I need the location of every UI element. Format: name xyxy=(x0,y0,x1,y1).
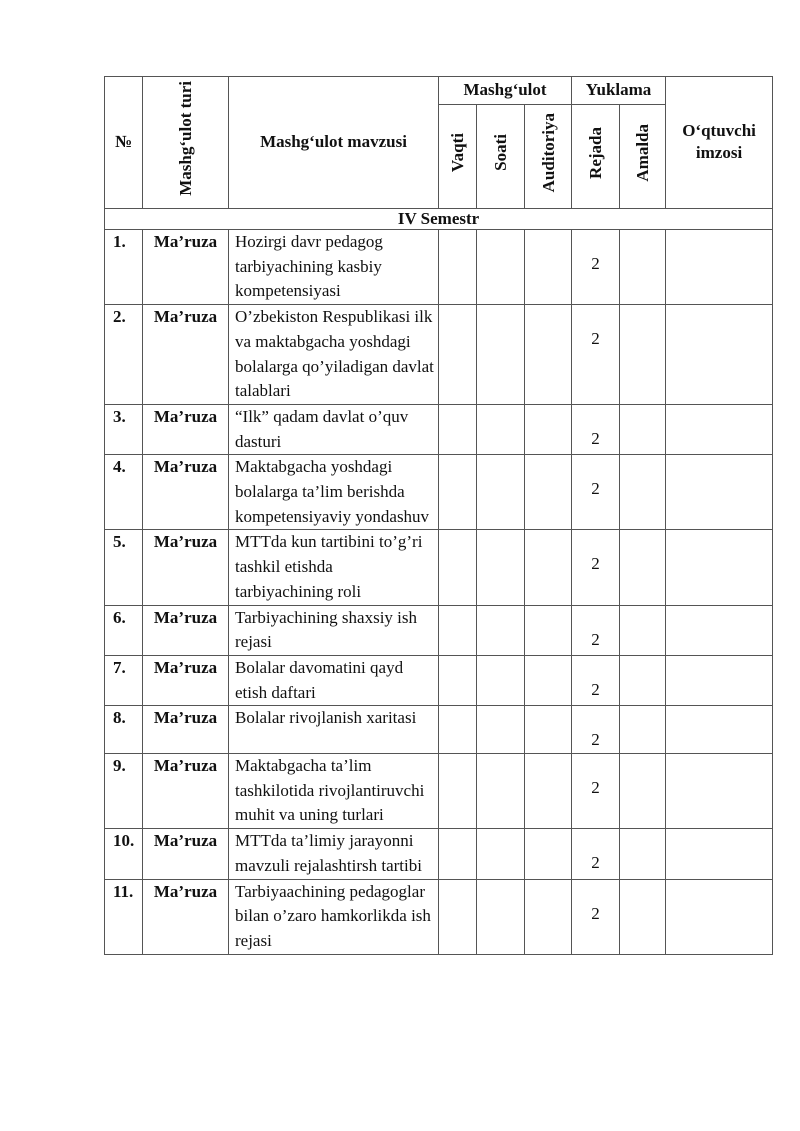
row-number: 1. xyxy=(105,230,143,305)
row-time xyxy=(439,305,477,405)
row-type: Ma’ruza xyxy=(143,404,229,454)
col-actual-header: Amalda xyxy=(620,105,666,209)
row-topic: Maktabgacha ta’lim tashkilotida rivojlantiruvchi muhit va uning turlari xyxy=(229,754,439,829)
row-planned xyxy=(572,605,620,655)
row-actual xyxy=(620,230,666,305)
row-planned xyxy=(572,879,620,954)
row-number: 3. xyxy=(105,404,143,454)
row-planned-value: 2 xyxy=(591,679,600,699)
row-hours xyxy=(477,404,525,454)
row-room xyxy=(525,754,572,829)
row-signature xyxy=(666,230,773,305)
col-type-header: Mashg‘ulot turi xyxy=(143,77,229,209)
table-row xyxy=(105,230,773,305)
load-group-header: Yuklama xyxy=(572,77,666,105)
row-actual xyxy=(620,754,666,829)
row-planned-value: 2 xyxy=(591,778,600,798)
row-time xyxy=(439,879,477,954)
row-room xyxy=(525,230,572,305)
table-row xyxy=(105,605,773,655)
table-row xyxy=(105,305,773,405)
row-hours xyxy=(477,305,525,405)
table-row xyxy=(105,706,773,754)
row-hours xyxy=(477,655,525,705)
row-planned xyxy=(572,530,620,605)
row-type: Ma’ruza xyxy=(143,706,229,754)
row-signature xyxy=(666,404,773,454)
table-row xyxy=(105,404,773,454)
row-time xyxy=(439,455,477,530)
row-signature xyxy=(666,455,773,530)
row-room xyxy=(525,879,572,954)
row-signature xyxy=(666,879,773,954)
col-planned-header: Rejada xyxy=(572,105,620,209)
row-time xyxy=(439,605,477,655)
row-planned xyxy=(572,404,620,454)
row-topic: Maktabgacha yoshdagi bolalarga ta’lim berishda kompetensiyaviy yondashuv xyxy=(229,455,439,530)
row-type: Ma’ruza xyxy=(143,530,229,605)
session-group-header: Mashg‘ulot xyxy=(439,77,572,105)
row-room xyxy=(525,530,572,605)
row-hours xyxy=(477,605,525,655)
row-actual xyxy=(620,530,666,605)
row-topic: MTTda ta’limiy jarayonni mavzuli rejalashtirsh tartibi xyxy=(229,829,439,879)
row-topic: “Ilk” qadam davlat o’quv dasturi xyxy=(229,404,439,454)
col-hours-header: Soati xyxy=(477,105,525,209)
row-topic: Hozirgi davr pedagog tarbiyachining kasbiy kompetensiyasi xyxy=(229,230,439,305)
row-planned xyxy=(572,655,620,705)
row-type: Ma’ruza xyxy=(143,230,229,305)
row-time xyxy=(439,754,477,829)
row-time xyxy=(439,530,477,605)
table-row xyxy=(105,530,773,605)
row-number: 4. xyxy=(105,455,143,530)
row-hours xyxy=(477,230,525,305)
row-actual xyxy=(620,655,666,705)
row-signature xyxy=(666,530,773,605)
row-room xyxy=(525,305,572,405)
row-hours xyxy=(477,455,525,530)
row-planned-value: 2 xyxy=(591,428,600,448)
lesson-journal-table xyxy=(104,76,773,955)
row-topic: Bolalar davomatini qayd etish daftari xyxy=(229,655,439,705)
row-time xyxy=(439,655,477,705)
row-planned xyxy=(572,305,620,405)
row-hours xyxy=(477,530,525,605)
row-type: Ma’ruza xyxy=(143,605,229,655)
row-actual xyxy=(620,605,666,655)
row-signature xyxy=(666,829,773,879)
col-number-header: № xyxy=(105,77,143,209)
row-planned-value: 2 xyxy=(591,329,600,349)
row-number: 6. xyxy=(105,605,143,655)
row-planned-value: 2 xyxy=(591,554,600,574)
row-topic: MTTda kun tartibini to’g’ri tashkil etishda tarbiyachining roli xyxy=(229,530,439,605)
semester-heading: IV Semestr xyxy=(105,209,773,230)
col-topic-header: Mashg‘ulot mavzusi xyxy=(229,77,439,209)
row-type: Ma’ruza xyxy=(143,305,229,405)
row-actual xyxy=(620,305,666,405)
row-actual xyxy=(620,404,666,454)
col-signature-header: O‘qtuvchi imzosi xyxy=(666,77,773,209)
row-topic: Bolalar rivojlanish xaritasi xyxy=(229,706,439,754)
row-planned-value: 2 xyxy=(591,629,600,649)
row-planned xyxy=(572,455,620,530)
table-row xyxy=(105,655,773,705)
row-room xyxy=(525,829,572,879)
row-type: Ma’ruza xyxy=(143,879,229,954)
row-actual xyxy=(620,879,666,954)
row-room xyxy=(525,605,572,655)
row-number: 11. xyxy=(105,879,143,954)
row-number: 5. xyxy=(105,530,143,605)
row-planned-value: 2 xyxy=(591,254,600,273)
table-row xyxy=(105,879,773,954)
row-time xyxy=(439,230,477,305)
row-room xyxy=(525,706,572,754)
row-number: 2. xyxy=(105,305,143,405)
row-topic: O’zbekiston Respublikasi ilk va maktabgacha yoshdagi bolalarga qo’yiladigan davlat talablari xyxy=(229,305,439,405)
row-time xyxy=(439,404,477,454)
row-number: 7. xyxy=(105,655,143,705)
row-time xyxy=(439,829,477,879)
row-hours xyxy=(477,829,525,879)
row-planned-value: 2 xyxy=(591,730,600,750)
row-type: Ma’ruza xyxy=(143,754,229,829)
col-time-header: Vaqti xyxy=(439,105,477,209)
row-signature xyxy=(666,305,773,405)
row-actual xyxy=(620,706,666,754)
row-planned xyxy=(572,706,620,754)
row-signature xyxy=(666,605,773,655)
row-topic: Tarbiyachining shaxsiy ish rejasi xyxy=(229,605,439,655)
table-row xyxy=(105,829,773,879)
row-hours xyxy=(477,879,525,954)
table-row xyxy=(105,754,773,829)
row-topic: Tarbiyaachining pedagoglar bilan o’zaro hamkorlikda ish rejasi xyxy=(229,879,439,954)
table-row xyxy=(105,455,773,530)
row-signature xyxy=(666,706,773,754)
row-type: Ma’ruza xyxy=(143,455,229,530)
col-room-header: Auditoriya xyxy=(525,105,572,209)
row-planned-value: 2 xyxy=(591,479,600,499)
row-signature xyxy=(666,655,773,705)
row-planned-value: 2 xyxy=(591,903,600,923)
row-room xyxy=(525,455,572,530)
row-number: 10. xyxy=(105,829,143,879)
row-planned xyxy=(572,829,620,879)
row-number: 8. xyxy=(105,706,143,754)
row-room xyxy=(525,404,572,454)
row-type: Ma’ruza xyxy=(143,655,229,705)
row-planned-value: 2 xyxy=(591,853,600,873)
row-time xyxy=(439,706,477,754)
row-number: 9. xyxy=(105,754,143,829)
row-signature xyxy=(666,754,773,829)
row-planned xyxy=(572,230,620,305)
row-type: Ma’ruza xyxy=(143,829,229,879)
row-actual xyxy=(620,455,666,530)
row-hours xyxy=(477,706,525,754)
row-hours xyxy=(477,754,525,829)
row-actual xyxy=(620,829,666,879)
row-room xyxy=(525,655,572,705)
row-planned xyxy=(572,754,620,829)
